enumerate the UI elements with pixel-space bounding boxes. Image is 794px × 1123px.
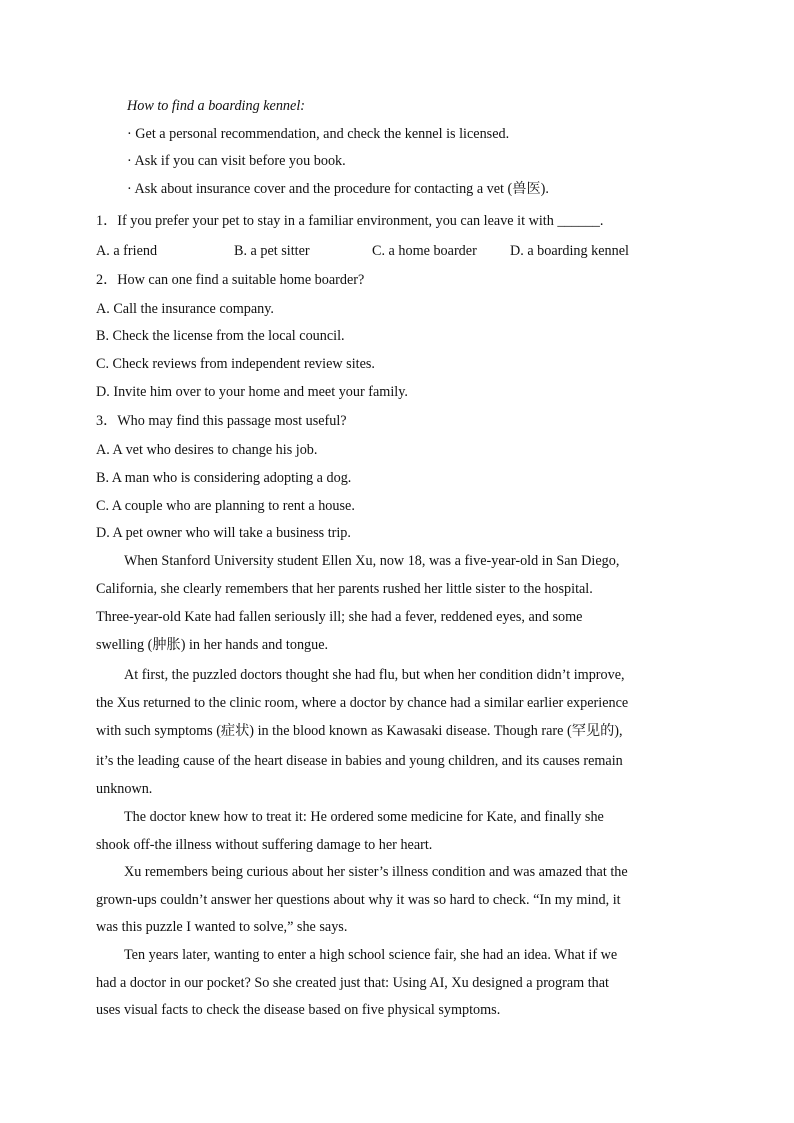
passage-line: California, she clearly remembers that her parents rushed her little sister to the hospital.	[96, 581, 593, 597]
question-stem: 1．If you prefer your pet to stay in a familiar environment, you can leave it with ______.	[96, 213, 604, 229]
answer-option[interactable]: A. a friend	[96, 243, 158, 259]
answer-option[interactable]: A. Call the insurance company.	[96, 301, 274, 317]
passage-line: When Stanford University student Ellen Xu, now 18, was a five-year-old in San Diego,	[124, 553, 620, 569]
passage-line: Three-year-old Kate had fallen seriously ill; she had a fever, reddened eyes, and some	[96, 609, 583, 625]
kennel-heading: How to find a boarding kennel:	[127, 98, 305, 114]
answer-option[interactable]: C. A couple who are planning to rent a house.	[96, 498, 355, 514]
kennel-tip: · Ask about insurance cover and the procedure for contacting a vet (兽医).	[127, 181, 549, 197]
passage-line: unknown.	[96, 781, 153, 797]
passage-line: shook off-the illness without suffering damage to her heart.	[96, 837, 433, 853]
passage-line: At first, the puzzled doctors thought she had flu, but when her condition didn’t improve,	[124, 667, 625, 683]
passage-line: Xu remembers being curious about her sister’s illness condition and was amazed that the	[124, 864, 628, 880]
answer-option[interactable]: B. A man who is considering adopting a dog.	[96, 470, 352, 486]
passage-line: Ten years later, wanting to enter a high school science fair, she had an idea. What if we	[124, 947, 618, 963]
question-stem: 3．Who may find this passage most useful?	[96, 413, 347, 429]
passage-line: grown-ups couldn’t answer her questions about why it was so hard to check. “In my mind, it	[96, 892, 621, 908]
answer-option[interactable]: C. a home boarder	[372, 243, 477, 259]
passage-line: The doctor knew how to treat it: He ordered some medicine for Kate, and finally she	[124, 809, 604, 825]
answer-option[interactable]: B. Check the license from the local council.	[96, 328, 345, 344]
answer-option[interactable]: D. a boarding kennel	[510, 243, 629, 259]
answer-option[interactable]: A. A vet who desires to change his job.	[96, 442, 318, 458]
passage-line: had a doctor in our pocket? So she created just that: Using AI, Xu designed a program that	[96, 975, 609, 991]
passage-line: was this puzzle I wanted to solve,” she says.	[96, 919, 348, 935]
passage-line: the Xus returned to the clinic room, where a doctor by chance had a similar earlier experience	[96, 695, 629, 711]
passage-line: with such symptoms (症状) in the blood known as Kawasaki disease. Though rare (罕见的),	[96, 723, 623, 739]
passage-line: uses visual facts to check the disease based on five physical symptoms.	[96, 1002, 501, 1018]
passage-line: it’s the leading cause of the heart disease in babies and young children, and its causes remain	[96, 753, 623, 769]
passage-line: swelling (肿胀) in her hands and tongue.	[96, 637, 329, 653]
answer-option[interactable]: D. A pet owner who will take a business trip.	[96, 525, 351, 541]
question-stem: 2．How can one find a suitable home boarder?	[96, 272, 365, 288]
answer-option[interactable]: C. Check reviews from independent review sites.	[96, 356, 375, 372]
kennel-tip: · Get a personal recommendation, and check the kennel is licensed.	[127, 126, 510, 142]
answer-option[interactable]: B. a pet sitter	[234, 243, 310, 259]
answer-option[interactable]: D. Invite him over to your home and meet your family.	[96, 384, 408, 400]
kennel-tip: · Ask if you can visit before you book.	[127, 153, 346, 169]
